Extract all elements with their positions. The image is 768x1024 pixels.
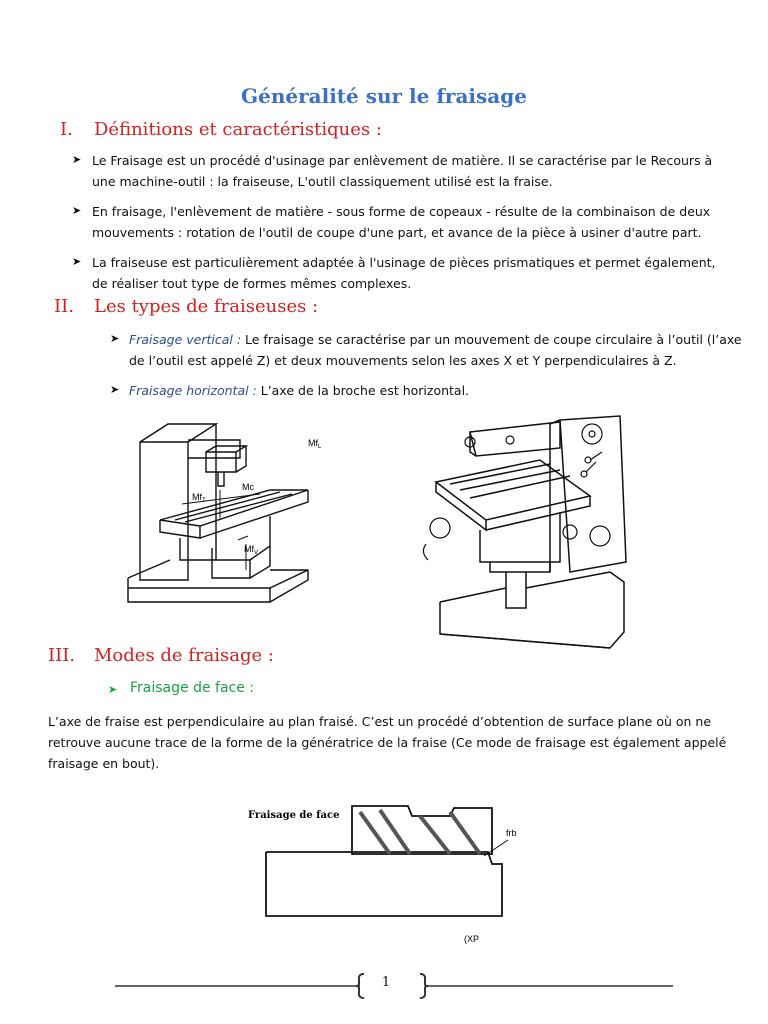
footer-line-right bbox=[428, 985, 673, 987]
vertical-milling-machine-figure bbox=[120, 410, 330, 610]
subheading: Fraisage de face : bbox=[130, 680, 255, 696]
label-frb: frb bbox=[506, 828, 517, 838]
label-mfv: $Mf_V$ bbox=[244, 544, 259, 556]
paragraph: L’axe de fraise est perpendiculaire au plan fraisé. C’est un procédé d’obtention de surface plane où on ne retrouve aucune trace de la forme de la génératrice de la fraise (Ce mode de fraisage est également appelé fraisage en bout). bbox=[48, 714, 727, 771]
face-milling-figure bbox=[240, 796, 540, 946]
page-title: Généralité sur le fraisage bbox=[241, 84, 527, 108]
page-number: 1 bbox=[381, 975, 391, 990]
paragraph: Le Fraisage est un procédé d'usinage par enlèvement de matière. Il se caractérise par le Recours à une machine-outil : la fraiseuse, L'outil classiquement utilisé est la fraise. bbox=[92, 153, 713, 189]
arrow-bullet-icon: ➤ bbox=[72, 255, 82, 268]
arrow-bullet-icon: ➤ bbox=[72, 204, 82, 217]
section-3-heading: III. Modes de fraisage : bbox=[48, 645, 274, 666]
footer-brace-left bbox=[354, 972, 368, 1000]
arrow-bullet-icon: ➤ bbox=[110, 332, 120, 345]
paragraph: La fraiseuse est particulièrement adaptée à l'usinage de pièces prismatiques et permet également, de réaliser tout type de formes mêmes complexes. bbox=[92, 255, 716, 291]
section-2-heading: II. Les types de fraiseuses : bbox=[54, 296, 319, 317]
footer-line-left bbox=[115, 985, 360, 987]
section-number: I. bbox=[60, 119, 73, 140]
section-title: Définitions et caractéristiques : bbox=[94, 119, 382, 140]
arrow-bullet-icon: ➤ bbox=[110, 383, 120, 396]
horizontal-milling-machine-figure bbox=[410, 412, 640, 652]
paragraph: Fraisage horizontal : L’axe de la broche est horizontal. bbox=[129, 383, 470, 398]
label-mfl: $Mf_L$ bbox=[308, 438, 322, 450]
arrow-bullet-icon: ➤ bbox=[108, 683, 118, 696]
label-mft: $Mf_T$ bbox=[192, 492, 206, 504]
arrow-bullet-icon: ➤ bbox=[72, 153, 82, 166]
paragraph: Fraisage vertical : Le fraisage se caractérise par un mouvement de coupe circulaire à l’outil (l’axe de l’outil est appelé Z) et deux mouvements selon les axes X et Y perpendiculaires à Z. bbox=[129, 332, 742, 368]
figure-cut-text: (XP bbox=[464, 934, 480, 944]
paragraph: En fraisage, l'enlèvement de matière - sous forme de copeaux - résulte de la combinaison de deux mouvements : rotation de l'outil de coupe d'une part, et avance de la pièce à usiner d'autre part. bbox=[92, 204, 711, 240]
label-mc: Mc bbox=[242, 482, 254, 492]
section-1-heading bbox=[60, 119, 382, 140]
figure-title: Fraisage de face bbox=[248, 810, 340, 821]
